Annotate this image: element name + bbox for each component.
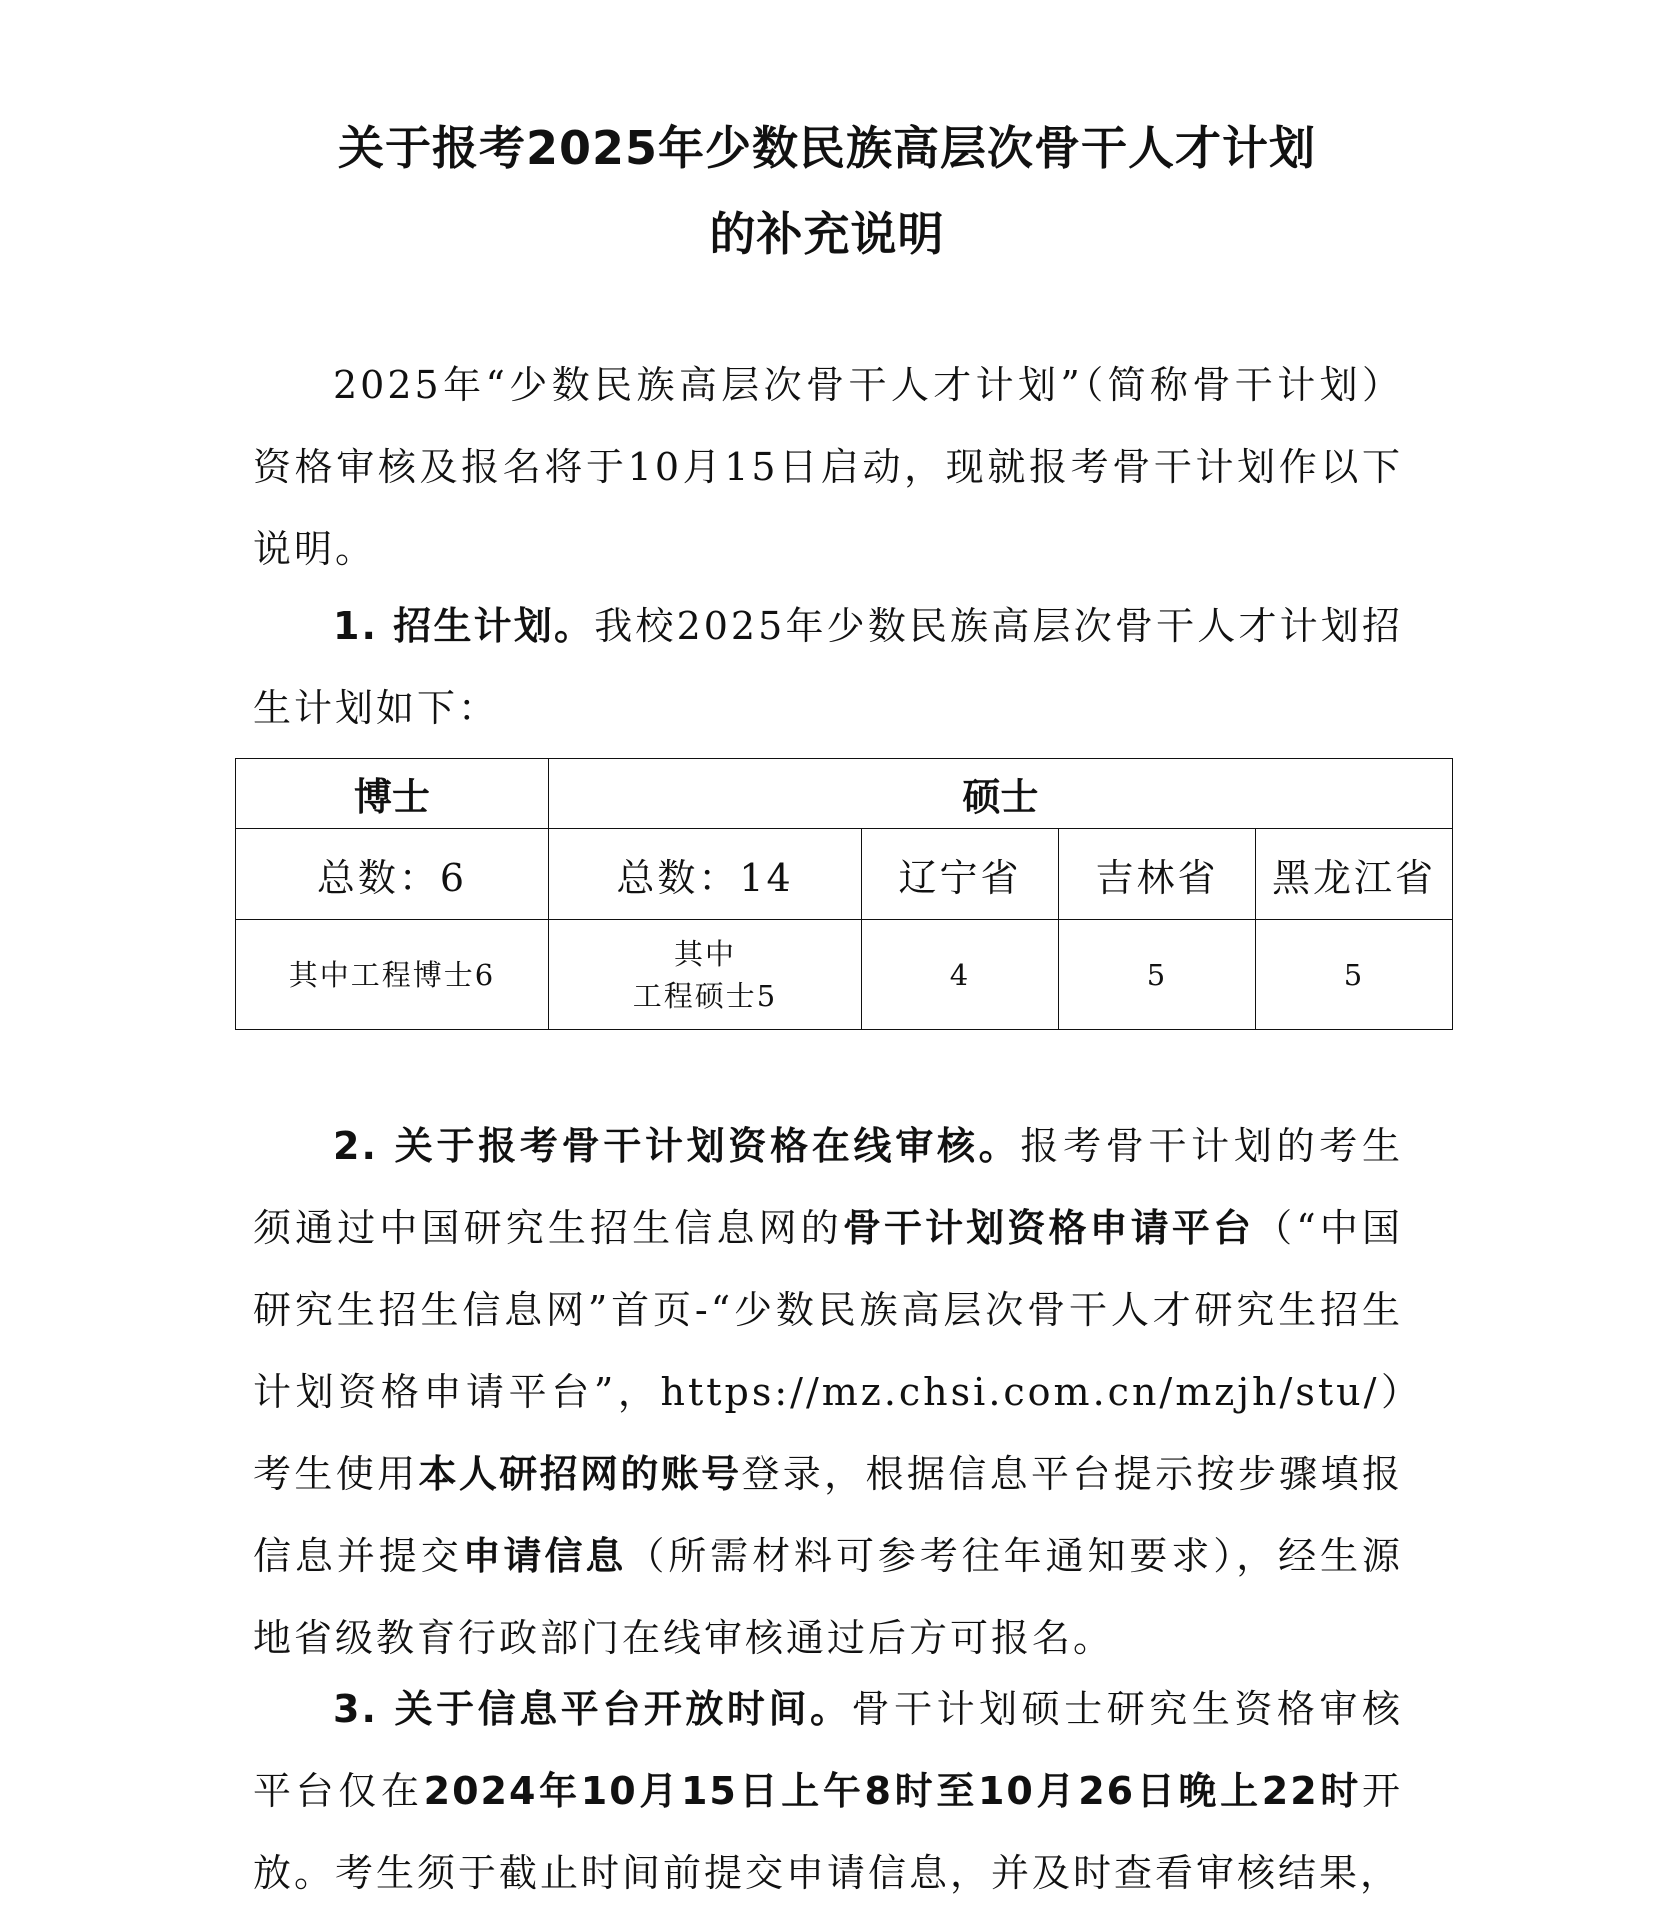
document-title-line1: 关于报考2025年少数民族高层次骨干人才计划: [337, 121, 1317, 175]
detail-doctor: 其中工程博士6: [236, 920, 549, 1030]
section3-text-a: 骨干计划硕士研究生资格审核平台仅在: [253, 1687, 1403, 1813]
section1-heading: 1. 招生计划。: [333, 604, 595, 648]
total-doctor: 总数：6: [236, 829, 549, 920]
detail-master-line1: 其中: [673, 936, 736, 971]
section1-paragraph: [253, 585, 1403, 749]
province-liaoning: 辽宁省: [862, 829, 1059, 920]
province-jilin: 吉林省: [1059, 829, 1256, 920]
section2-bold-account: 本人研招网的账号: [418, 1452, 742, 1496]
section3-paragraph: [253, 1668, 1403, 1914]
count-jilin: 5: [1059, 920, 1256, 1030]
enrollment-plan-table: [235, 758, 1453, 1030]
section1-text: 我校2025年少数民族高层次骨干人才计划招生计划如下：: [253, 604, 1403, 730]
count-heilongjiang: 5: [1256, 920, 1453, 1030]
table-details-row: [236, 920, 1453, 1030]
section2-text-a: 报考骨干计划的考生须通过中国研究生招生信息网的: [253, 1124, 1403, 1250]
intro-paragraph: [253, 344, 1403, 590]
section3-text-b: 开放。考生须于截止时间前提交申请信息，并及时查看审核结果，: [253, 1769, 1403, 1895]
section2-text-b: （“中国研究生招生信息网”首页-“少数民族高层次骨干人才研究生招生计划资格申请平台”，https://mz.chsi.com.cn/mzjh/stu/）考生使用: [253, 1206, 1403, 1496]
document-title-line2: 的补充说明: [709, 207, 945, 261]
detail-master: [549, 920, 862, 1030]
section2-text-c: 登录，根据信息平台提示按步骤填报信息并提交: [253, 1452, 1403, 1578]
province-heilongjiang: 黑龙江省: [1256, 829, 1453, 920]
section2-text-d: （所需材料可参考往年通知要求），经生源地省级教育行政部门在线审核通过后方可报名。: [253, 1534, 1403, 1660]
header-master: 硕士: [549, 759, 1453, 829]
section2-bold-application: 申请信息: [462, 1534, 627, 1578]
section3-heading: 3. 关于信息平台开放时间。: [333, 1687, 852, 1731]
section3-bold-time: 2024年10月15日上午8时至10月26日晚上22时: [423, 1769, 1362, 1813]
table-header-row: [236, 759, 1453, 829]
section2-bold-platform: 骨干计划资格申请平台: [842, 1206, 1255, 1250]
section2-paragraph: [253, 1105, 1403, 1679]
count-liaoning: 4: [862, 920, 1059, 1030]
intro-text: 2025年“少数民族高层次骨干人才计划”（简称骨干计划）资格审核及报名将于10月15日启动，现就报考骨干计划作以下说明。: [253, 363, 1403, 571]
detail-master-line2: 工程硕士5: [632, 978, 778, 1013]
table-totals-row: [236, 829, 1453, 920]
total-master: 总数：14: [549, 829, 862, 920]
header-doctor: 博士: [236, 759, 549, 829]
section2-heading: 2. 关于报考骨干计划资格在线审核。: [333, 1124, 1021, 1168]
